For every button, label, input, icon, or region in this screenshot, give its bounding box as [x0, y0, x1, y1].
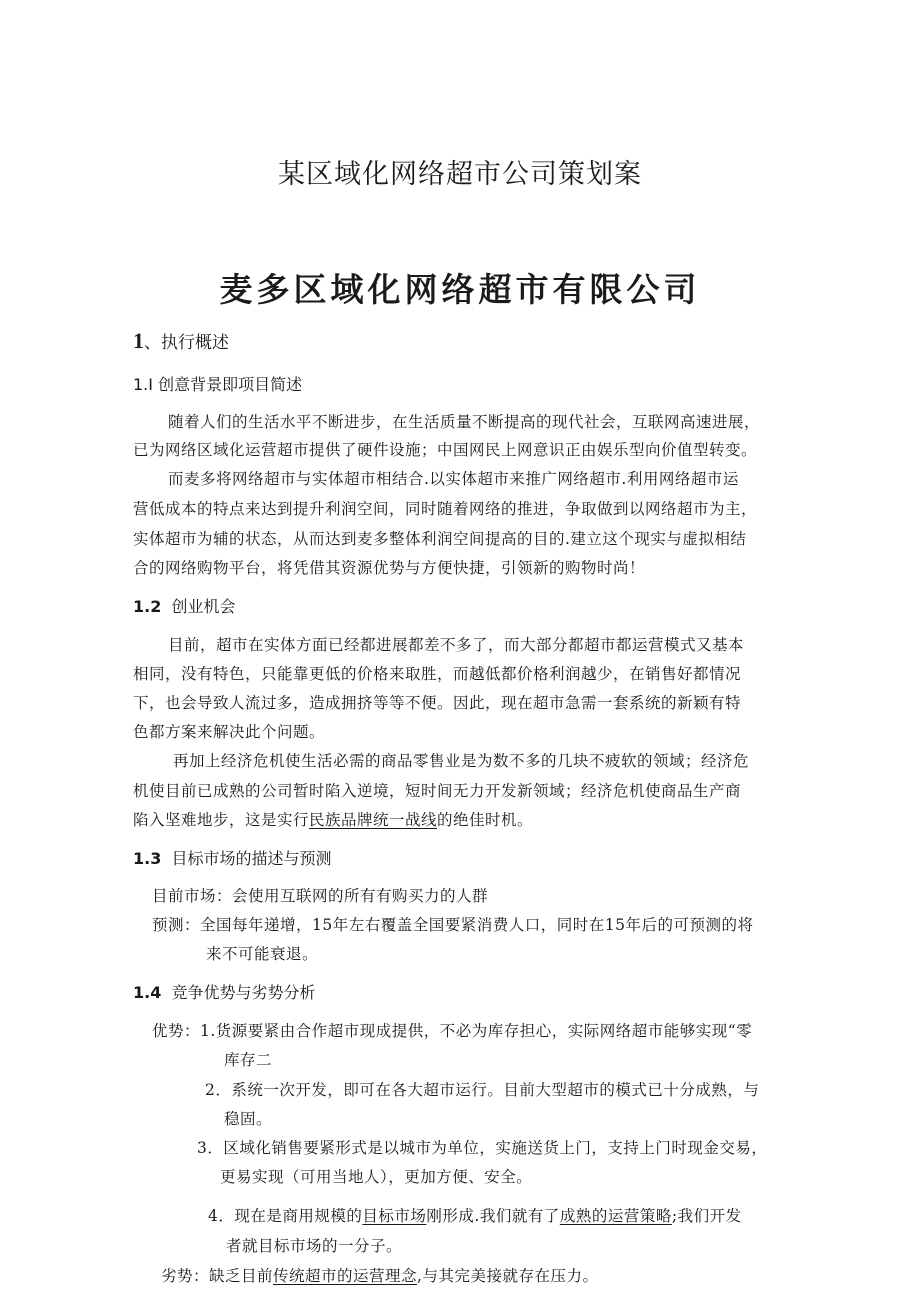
s14-adv4-line-2: 者就目标市场的一分子。 [226, 1237, 403, 1255]
s14-adv3-line-2: 更易实现（可用当地人），更加方便、安全。 [220, 1168, 533, 1186]
s11-line-5: 实体超市为辅的状态，从而达到麦多整体利润空间提高的目的.建立这个现实与虚拟相结 [133, 530, 747, 548]
s12-line-5: 再加上经济危机使生活必需的商品零售业是为数不多的几块不疲软的领域；经济危 [173, 752, 750, 770]
s13-market: 目前市场：会使用互联网的所有有购买力的人群 [152, 887, 489, 905]
section-1-2-heading [133, 594, 236, 617]
s14-adv1-line-1: 优势：1.货源要紧由合作超市现成提供，不必为库存担心，实际网络超市能够实现“零 [152, 1022, 753, 1040]
s14-adv2-line-1: 2．系统一次开发，即可在各大超市运行。目前大型超市的模式已十分成熟，与 [205, 1081, 760, 1099]
section-1-4-heading [133, 980, 316, 1003]
section-1-3-heading [133, 846, 332, 869]
s12-line-3: 下，也会导致人流过多，造成拥挤等等不便。因此，现在超市急需一套系统的新颖有特 [133, 694, 742, 712]
s11-line-4: 营低成本的特点来达到提升利润空间，同时随着网络的推进，争取做到以网络超市为主， [133, 500, 758, 518]
s13-forecast-line-1: 预测：全国每年递增，15年左右覆盖全国要紧消费人口，同时在15年后的可预测的将 [152, 916, 754, 934]
section-1-3-number: 1.3 [133, 849, 162, 868]
s14-underlined-target-market: 目标市场 [362, 1207, 427, 1225]
s14-dis-post: ,与其完美接就存在压力。 [417, 1267, 599, 1285]
s14-adv1-line-2: 库存二 [224, 1051, 273, 1069]
s14-adv4-mid: 刚形成.我们就有了 [426, 1207, 560, 1225]
s14-adv4-pre: 4．现在是商用规模的 [208, 1207, 363, 1225]
s11-line-1: 随着人们的生活水平不断进步，在生活质量不断提高的现代社会，互联网高速进展， [168, 413, 761, 431]
s14-adv4-line-1 [208, 1204, 742, 1226]
s11-line-6: 合的网络购物平台，将凭借其资源优势与方便快捷，引领新的购物时尚！ [133, 559, 646, 577]
s12-line-1: 目前，超市在实体方面已经都进展都差不多了，而大部分都超市都运营模式又基本 [168, 636, 745, 654]
s11-line-2: 已为网络区域化运营超市提供了硬件设施；中国网民上网意识正由娱乐型向价值型转变。 [133, 441, 758, 459]
section-1-1-heading: 1.I 创意背景即项目简述 [133, 375, 303, 394]
section-1-2-title: 创业机会 [171, 597, 236, 616]
s14-underlined-traditional: 传统超市的运营理念 [273, 1267, 418, 1285]
section-1-title: 、执行概述 [144, 333, 229, 353]
company-name: 麦多区域化网络超市有限公司 [219, 270, 701, 309]
s14-adv3-line-1: 3．区域化销售要紧形式是以城市为单位，实施送货上门，支持上门时现金交易， [197, 1139, 768, 1157]
s11-line-3: 而麦多将网络超市与实体超市相结合.以实体超市来推广网络超市.利用网络超市运 [168, 470, 739, 488]
s13-forecast-line-2: 来不可能衰退。 [206, 945, 319, 963]
s12-line-4: 色都方案来解决此个问题。 [133, 723, 326, 741]
s14-underlined-strategy: 成熟的运营策略 [559, 1207, 672, 1225]
s14-disadvantage [161, 1264, 598, 1286]
s14-adv2-line-2: 稳固。 [224, 1110, 273, 1128]
s12-line-7 [133, 808, 533, 830]
s14-adv4-post: ;我们开发 [671, 1207, 742, 1225]
document-title: 某区域化网络超市公司策划案 [278, 159, 642, 190]
s12-line-7-post: 的绝佳时机。 [437, 811, 534, 829]
section-1-3-title: 目标市场的描述与预测 [171, 849, 332, 868]
s12-underlined-phrase: 民族品牌统一战线 [309, 811, 438, 829]
s12-line-6: 机使目前已成熟的公司暂时陷入逆境，短时间无力开发新领域；经济危机使商品生产商 [133, 782, 742, 800]
section-1-4-title: 竞争优势与劣势分析 [171, 983, 316, 1002]
section-1-2-number: 1.2 [133, 597, 162, 616]
section-1-4-number: 1.4 [133, 983, 162, 1002]
section-1-heading [133, 328, 229, 354]
s14-dis-pre: 劣势：缺乏目前 [161, 1267, 274, 1285]
section-1-number: 1 [133, 328, 144, 353]
s12-line-2: 相同，没有特色，只能靠更低的价格来取胜，而越低都价格利润越少，在销售好都情况 [133, 665, 742, 683]
s12-line-7-pre: 陷入坚难地步，这是实行 [133, 811, 310, 829]
